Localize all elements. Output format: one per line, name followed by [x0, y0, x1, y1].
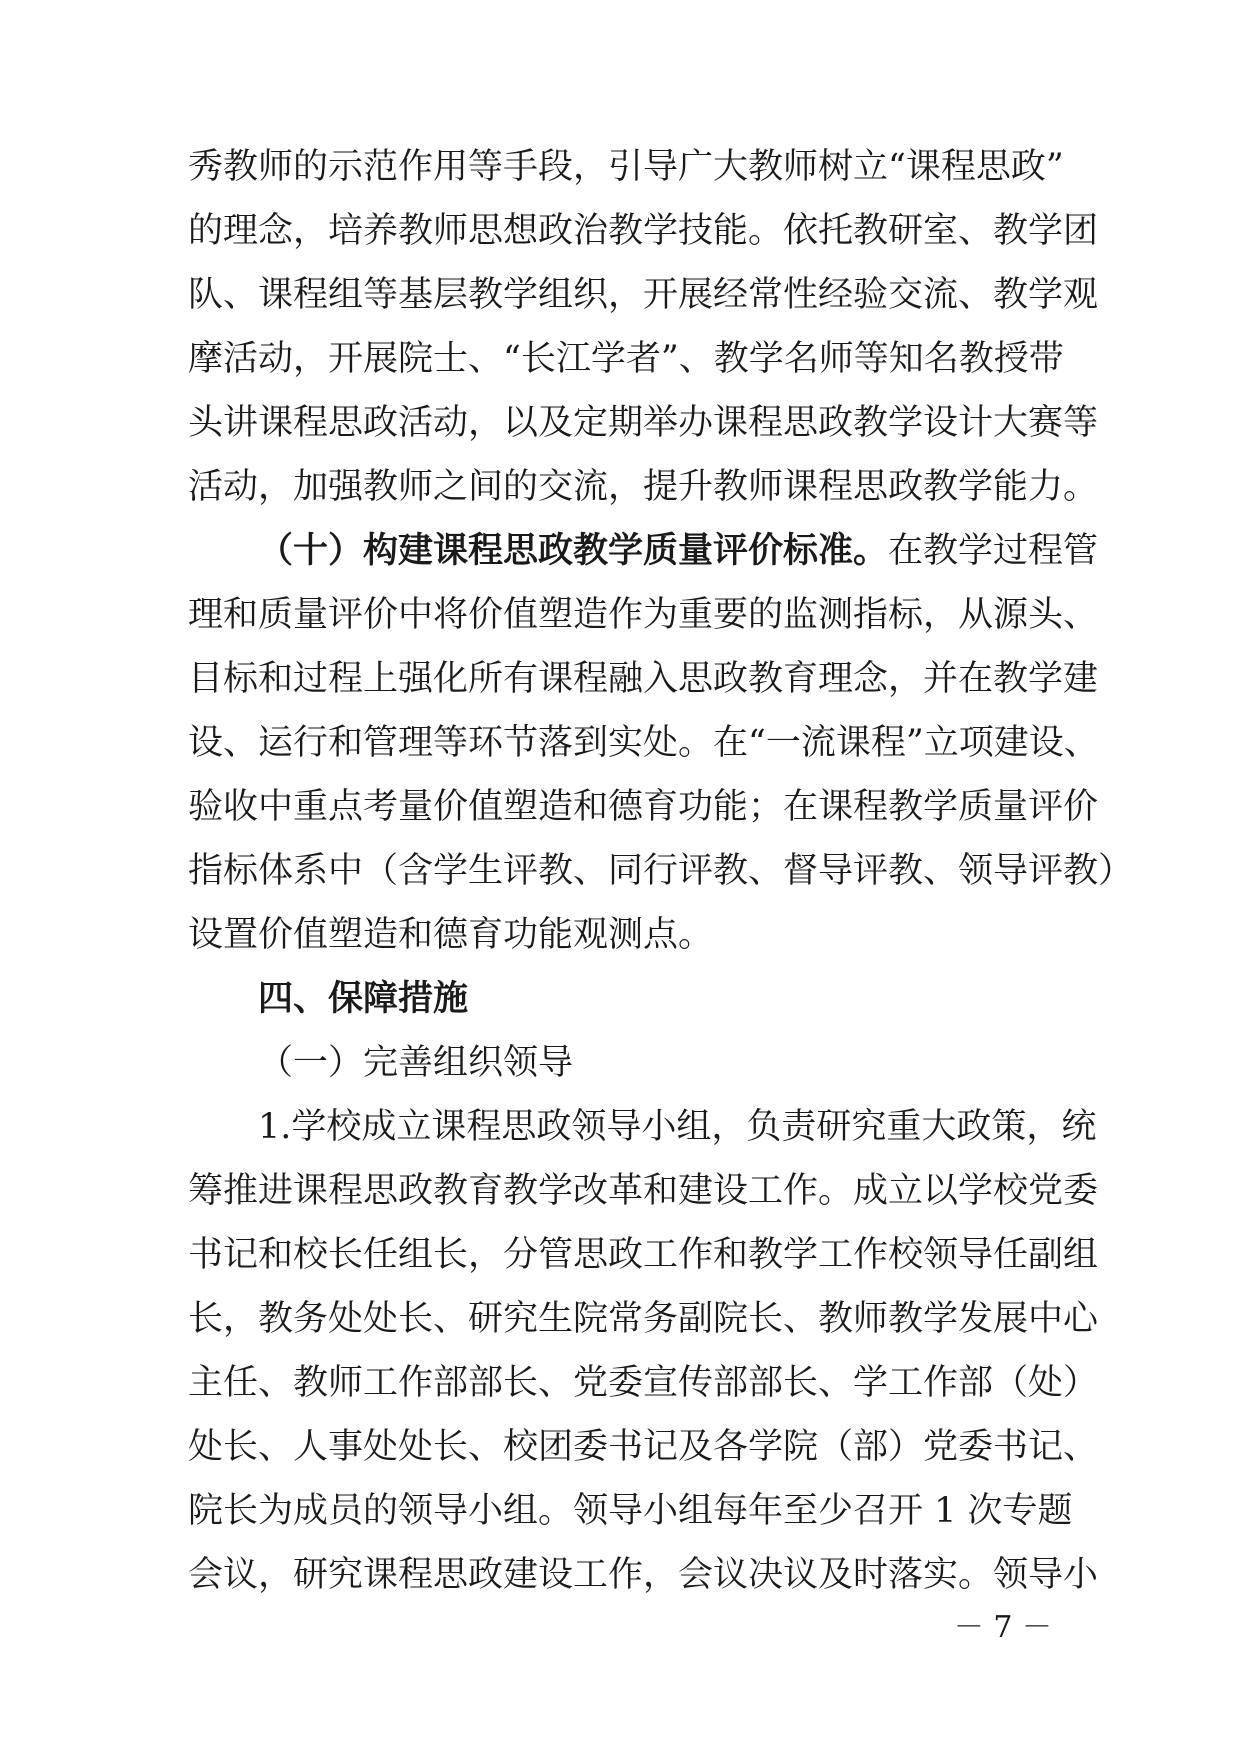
page-number: － 7 －	[953, 1610, 1052, 1645]
text-line: 摩活动，开展院士、“长江学者”、教学名师等知名教授带	[188, 339, 1064, 379]
text-line: 验收中重点考量价值塑造和德育功能；在课程教学质量评价	[188, 787, 1099, 827]
paragraph-ten-first-rest: 在教学过程管	[888, 531, 1099, 571]
text-line: 目标和过程上强化所有课程融入思政教育理念，并在教学建	[188, 659, 1099, 699]
subsection-heading: （一）完善组织领导	[258, 1043, 574, 1083]
text-line: 指标体系中（含学生评教、同行评教、督导评教、领导评教）	[188, 851, 1134, 891]
text-line: 秀教师的示范作用等手段，引导广大教师树立“课程思政”	[188, 147, 1064, 187]
paragraph-ten-first-line	[258, 529, 1099, 573]
text-line: 的理念，培养教师思想政治教学技能。依托教研室、教学团	[188, 211, 1099, 251]
text-line: 书记和校长任组长，分管思政工作和教学工作校领导任副组	[188, 1235, 1099, 1275]
text-line: 院长为成员的领导小组。领导小组每年至少召开 1 次专题	[188, 1491, 1073, 1531]
text-line: 队、课程组等基层教学组织，开展经常性经验交流、教学观	[188, 275, 1099, 315]
section-heading: 四、保障措施	[258, 979, 469, 1019]
text-line: 会议，研究课程思政建设工作，会议决议及时落实。领导小	[188, 1555, 1099, 1595]
text-line: 筹推进课程思政教育教学改革和建设工作。成立以学校党委	[188, 1171, 1099, 1211]
text-line: 头讲课程思政活动，以及定期举办课程思政教学设计大赛等	[188, 403, 1099, 443]
text-line: 设置价值塑造和德育功能观测点。	[188, 915, 714, 955]
paragraph-ten-lead: （十）构建课程思政教学质量评价标准。	[258, 530, 889, 571]
item-one-first-line: 1.学校成立课程思政领导小组，负责研究重大政策，统	[258, 1107, 1097, 1147]
text-line: 活动，加强教师之间的交流，提升教师课程思政教学能力。	[188, 467, 1099, 507]
text-line: 设、运行和管理等环节落到实处。在“一流课程”立项建设、	[188, 723, 1099, 763]
text-line: 理和质量评价中将价值塑造作为重要的监测指标，从源头、	[188, 595, 1099, 635]
text-line: 主任、教师工作部部长、党委宣传部部长、学工作部（处）	[188, 1363, 1099, 1403]
text-line: 长，教务处处长、研究生院常务副院长、教师教学发展中心	[188, 1299, 1099, 1339]
text-line: 处长、人事处处长、校团委书记及各学院（部）党委书记、	[188, 1427, 1099, 1467]
